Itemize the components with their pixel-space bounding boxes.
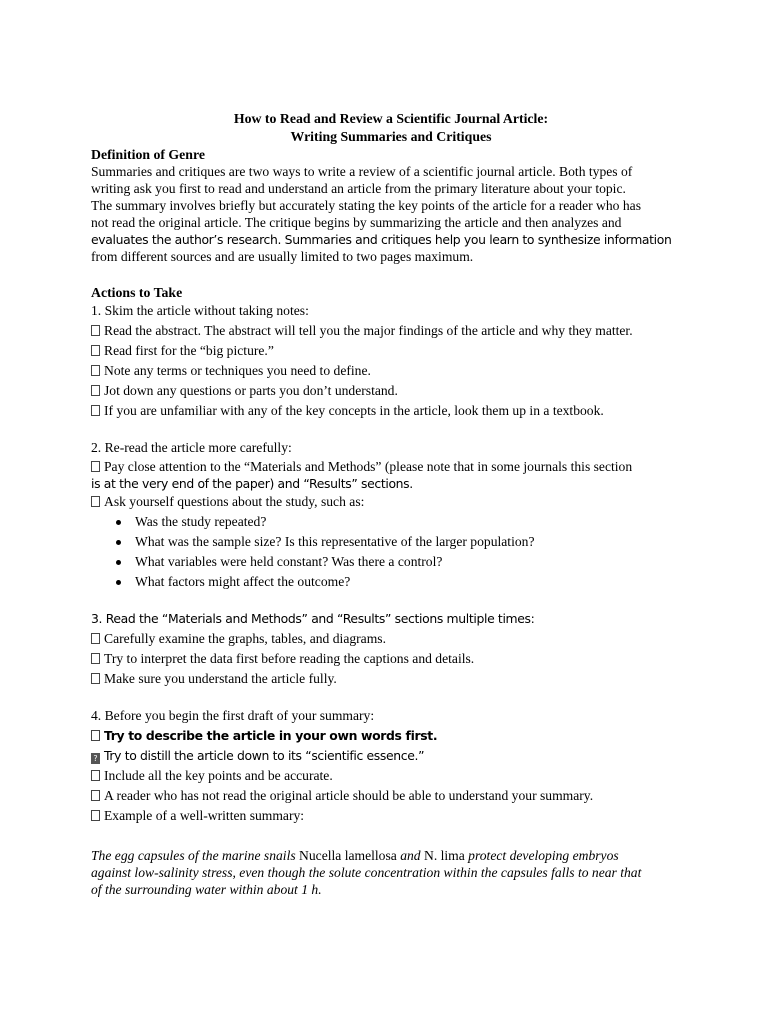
checkbox-glyph-icon — [91, 770, 100, 781]
list-item: Ask yourself questions about the study, such as: — [91, 492, 691, 512]
example-text: against low-salinity stress, even though the solute concentration within the capsules falls to near that — [91, 865, 642, 880]
species-name: Nucella lamellosa — [299, 848, 397, 863]
bullet-icon — [116, 540, 121, 545]
list-item: Note any terms or techniques you need to define. — [91, 361, 691, 381]
bullet-icon — [116, 560, 121, 565]
definition-line: not read the original article. The critique begins by summarizing the article and then analyzes and — [91, 215, 622, 230]
bullet-icon — [116, 520, 121, 525]
checkbox-glyph-icon — [91, 345, 100, 356]
list-item: Read the abstract. The abstract will tell you the major findings of the article and why they matter. — [91, 321, 691, 341]
step-1-title: 1. Skim the article without taking notes: — [91, 303, 309, 318]
checkbox-glyph-icon — [91, 496, 100, 507]
title-line-1: How to Read and Review a Scientific Journal Article: — [233, 111, 549, 126]
list-item: Was the study repeated? — [91, 512, 691, 532]
step-3-title: 3. Read the “Materials and Methods” and “Results” sections multiple times: — [91, 611, 535, 626]
example-summary — [91, 847, 691, 898]
checkbox-glyph-icon — [91, 730, 100, 741]
checkbox-glyph-icon — [91, 810, 100, 821]
species-name: N. lima — [424, 848, 465, 863]
checkbox-glyph-icon — [91, 365, 100, 376]
definition-heading: Definition of Genre — [91, 147, 205, 162]
list-item: A reader who has not read the original article should be able to understand your summary. — [91, 786, 691, 806]
title-line-2: Writing Summaries and Critiques — [290, 129, 492, 144]
missing-glyph-icon: ? — [91, 753, 100, 764]
bullet-icon — [116, 580, 121, 585]
checkbox-glyph-icon — [91, 673, 100, 684]
example-text: protect developing embryos — [464, 848, 619, 863]
list-item: What was the sample size? Is this representative of the larger population? — [91, 532, 691, 552]
definition-paragraph — [91, 163, 691, 265]
step-2-title: 2. Re-read the article more carefully: — [91, 440, 292, 455]
list-item: Try to describe the article in your own words first. — [91, 726, 691, 746]
question-list — [91, 512, 691, 592]
checkbox-glyph-icon — [91, 633, 100, 644]
example-text: and — [396, 848, 424, 863]
list-item: Try to interpret the data first before reading the captions and details. — [91, 649, 691, 669]
checkbox-glyph-icon — [91, 461, 100, 472]
definition-line: writing ask you first to read and understand an article from the primary literature about your topic. — [91, 181, 626, 196]
checkbox-glyph-icon — [91, 790, 100, 801]
list-item: Example of a well-written summary: — [91, 806, 691, 826]
list-item: What factors might affect the outcome? — [91, 572, 691, 592]
checkbox-glyph-icon — [91, 385, 100, 396]
list-item: If you are unfamiliar with any of the key concepts in the article, look them up in a textbook. — [91, 401, 691, 421]
checkbox-glyph-icon — [91, 405, 100, 416]
checkbox-glyph-icon — [91, 325, 100, 336]
step-4-title: 4. Before you begin the first draft of your summary: — [91, 708, 375, 723]
list-item: What variables were held constant? Was there a control? — [91, 552, 691, 572]
list-item: Include all the key points and be accurate. — [91, 766, 691, 786]
definition-line: Summaries and critiques are two ways to write a review of a scientific journal article. Both types of — [91, 164, 633, 179]
document-title — [91, 110, 691, 146]
definition-line: The summary involves briefly but accurately stating the key points of the article for a reader who has — [91, 198, 641, 213]
list-item: Jot down any questions or parts you don’t understand. — [91, 381, 691, 401]
definition-line: evaluates the author’s research. Summaries and critiques help you learn to synthesize information — [91, 232, 672, 247]
checkbox-glyph-icon — [91, 653, 100, 664]
actions-heading: Actions to Take — [91, 285, 183, 300]
example-text: of the surrounding water within about 1 h. — [91, 882, 322, 897]
list-item: Carefully examine the graphs, tables, and diagrams. — [91, 629, 691, 649]
list-item: ? Try to distill the article down to its “scientific essence.” — [91, 746, 691, 766]
definition-line: from different sources and are usually limited to two pages maximum. — [91, 249, 474, 264]
list-item: Make sure you understand the article fully. — [91, 669, 691, 689]
example-text: The egg capsules of the marine snails — [91, 848, 300, 863]
document-page — [91, 110, 691, 898]
list-item: Pay close attention to the “Materials and Methods” (please note that in some journals this section is at the very end of the paper) and “Results” sections. — [91, 459, 633, 491]
list-item: Read first for the “big picture.” — [91, 341, 691, 361]
